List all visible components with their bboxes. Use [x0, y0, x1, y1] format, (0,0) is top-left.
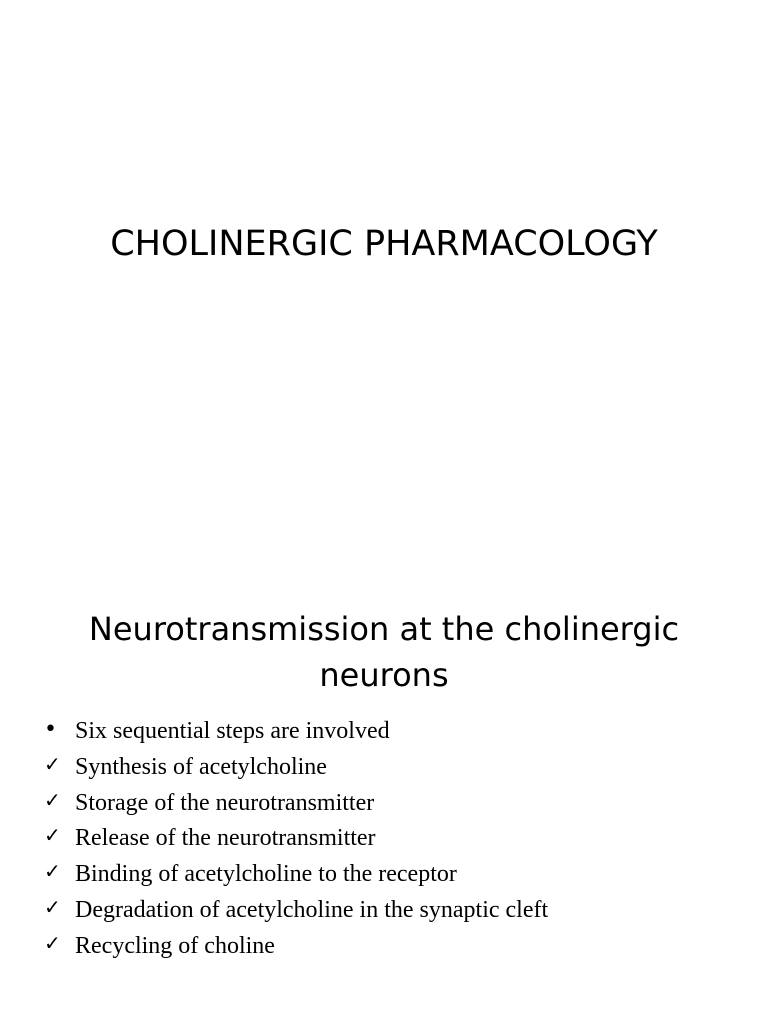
- section-heading: Neurotransmission at the cholinergic neurons: [88, 610, 680, 694]
- list-item-text: Binding of acetylcholine to the receptor: [75, 861, 457, 888]
- list-item-text: Synthesis of acetylcholine: [75, 753, 327, 780]
- list-item: [0, 857, 720, 893]
- checkmark-icon: ✓: [44, 787, 61, 812]
- list-item-text: Six sequential steps are involved: [75, 718, 390, 744]
- list-item-text: Storage of the neurotransmitter: [75, 789, 375, 816]
- list-item: [0, 714, 720, 750]
- checkmark-icon: ✓: [44, 930, 61, 955]
- slide-title: CHOLINERGIC PHARMACOLOGY: [110, 224, 658, 264]
- bullet-list: [0, 714, 720, 965]
- checkmark-icon: ✓: [44, 894, 61, 919]
- checkmark-icon: ✓: [44, 823, 61, 848]
- list-item-text: Recycling of choline: [75, 932, 275, 959]
- list-item: [0, 929, 720, 965]
- list-item: [0, 893, 720, 929]
- checkmark-icon: ✓: [44, 859, 61, 884]
- list-item: [0, 821, 720, 857]
- list-item-text: Degradation of acetylcholine in the synaptic cleft: [75, 896, 549, 923]
- checkmark-icon: ✓: [44, 751, 61, 776]
- list-item-text: Release of the neurotransmitter: [75, 825, 376, 852]
- list-item: [0, 750, 720, 786]
- bullet-icon: •: [44, 717, 57, 742]
- list-item: [0, 786, 720, 822]
